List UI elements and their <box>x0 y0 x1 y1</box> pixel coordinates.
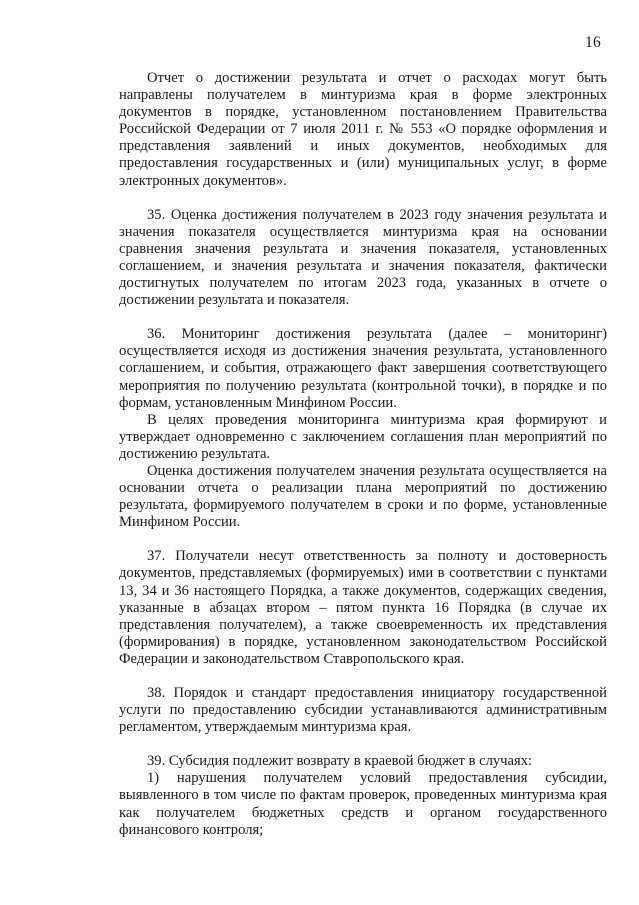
paragraph-38: 38. Порядок и стандарт предоставления инициатору государственной услуги по предоставлению субсидии устанавливаются административным регламентом, утверждаемым минтуризма края. <box>119 685 607 736</box>
paragraph-39-item-1: 1) нарушения получателем условий предоставления субсидии, выявленного в том числе по фактам проверок, проведенных минтуризма края как получателем бюджетных средств и органом государственного финансового контроля; <box>119 770 607 838</box>
paragraph-36-assessment: Оценка достижения получателем значения результата осуществляется на основании отчета о реализации плана мероприятий по достижению результата, формируемого получателем в сроки и по форме, установленные Минфином России. <box>119 462 607 531</box>
paragraph-37: 37. Получатели несут ответственность за полноту и достоверность документов, представляемых (формируемых) ими в соответствии с пунктами 13, 34 и 36 настоящего Порядка, а также документов, содержащих сведения, указанные в абзацах втором – пятом пункта 16 Порядка (в случае их представления получателем), а также своевременность их представления (формирования) в порядке, установленном законодательством Российской Федерации и законодательством Ставропольского края. <box>119 548 607 667</box>
paragraph-report-submission: Отчет о достижении результата и отчет о расходах могут быть направлены получателем в минтуризма края в форме электронных документов в порядке, установленном постановлением Правительства Российской Федерации от 7 июля 2011 г. № 553 «О порядке оформления и представления заявлений и иных документов, необходимых для предоставления государственных и (или) муниципальных услуг, в форме электронных документов». <box>119 70 607 189</box>
paragraph-36: 36. Мониторинг достижения результата (далее – мониторинг) осуществляется исходя из достижения значения результата, установленного соглашением, и события, отражающего факт завершения соответствующего мероприятия по получению результата (контрольной точки), в порядке и по формам, установленным Минфином России. <box>119 326 607 411</box>
document-body <box>119 70 607 839</box>
paragraph-35: 35. Оценка достижения получателем в 2023 году значения результата и значения показателя осуществляется минтуризма края на основании сравнения значения результата и значения показателя, установленных соглашением, и значения результата и значения показателя, фактически достигнутых получателем по итогам 2023 года, указанных в отчете о достижении результата и показателя. <box>119 206 607 309</box>
page-number: 16 <box>585 34 601 51</box>
paragraph-39: 39. Субсидия подлежит возврату в краевой бюджет в случаях: <box>147 753 533 770</box>
paragraph-36-monitoring-plan: В целях проведения мониторинга минтуризма края формируют и утверждает одновременно с заключением соглашения план мероприятий по достижению результата. <box>119 411 607 462</box>
